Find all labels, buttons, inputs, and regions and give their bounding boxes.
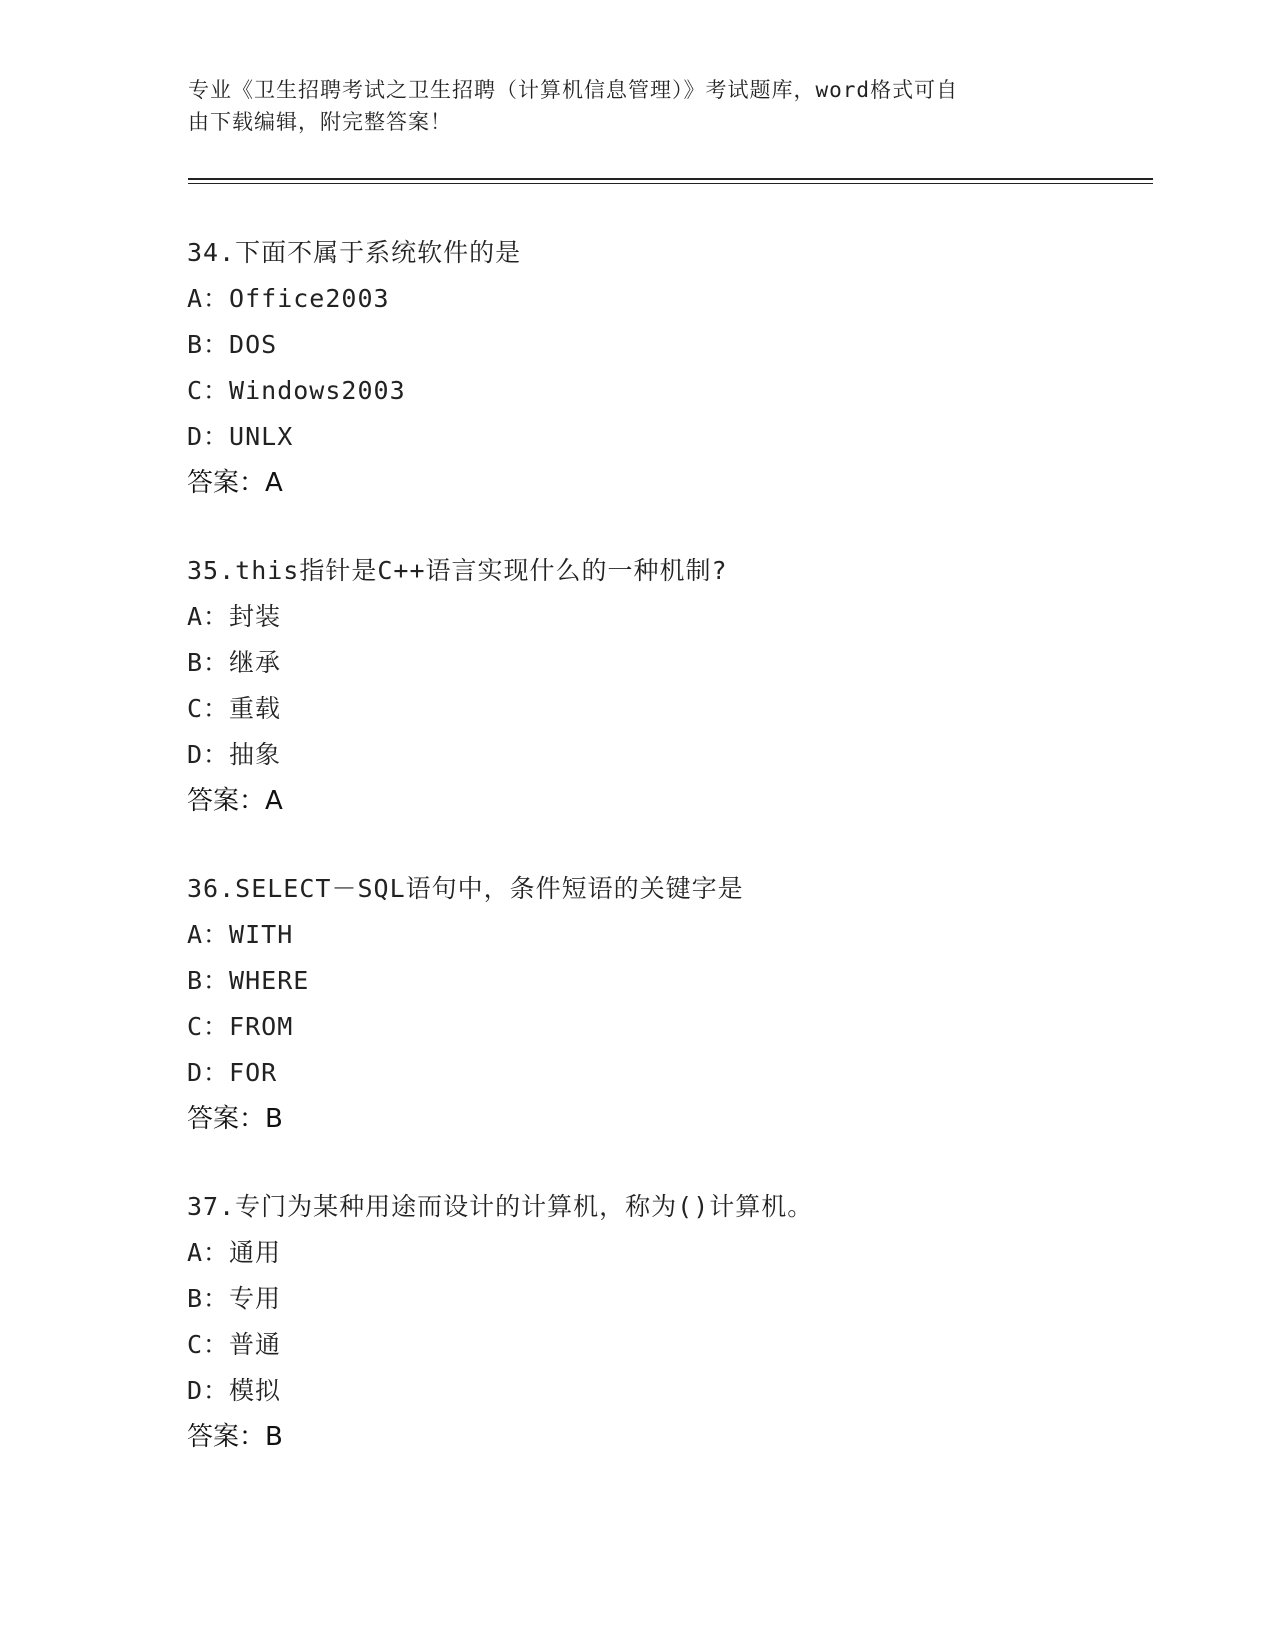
question-title: 34.下面不属于系统软件的是 xyxy=(187,238,522,267)
question-title: 37.专门为某种用途而设计的计算机，称为()计算机。 xyxy=(187,1192,814,1221)
header-line-2: 由下载编辑，附完整答案！ xyxy=(188,110,452,134)
header-divider-thick xyxy=(188,178,1153,180)
option-a: A：封装 xyxy=(187,602,282,631)
answer: 答案：B xyxy=(187,1104,283,1134)
question-36 xyxy=(187,874,1167,1150)
question-title: 36.SELECT－SQL语句中，条件短语的关键字是 xyxy=(187,874,744,903)
option-b: B：WHERE xyxy=(187,966,310,995)
option-c: C：重载 xyxy=(187,694,282,723)
answer: 答案：B xyxy=(187,1422,283,1452)
document-header xyxy=(188,74,1088,138)
option-d: D：UNLX xyxy=(187,422,294,451)
option-d: D：模拟 xyxy=(187,1376,282,1405)
option-c: C：Windows2003 xyxy=(187,376,406,405)
option-c: C：普通 xyxy=(187,1330,282,1359)
option-a: A：WITH xyxy=(187,920,294,949)
option-b: B：专用 xyxy=(187,1284,282,1313)
option-b: B：DOS xyxy=(187,330,278,359)
question-34 xyxy=(187,238,1167,514)
header-divider-thin xyxy=(188,183,1153,184)
option-d: D：FOR xyxy=(187,1058,278,1087)
question-35 xyxy=(187,556,1167,832)
option-d: D：抽象 xyxy=(187,740,282,769)
question-37 xyxy=(187,1192,1167,1468)
question-title: 35.this指针是C++语言实现什么的一种机制? xyxy=(187,556,728,585)
option-b: B：继承 xyxy=(187,648,282,677)
option-a: A：通用 xyxy=(187,1238,282,1267)
option-a: A：Office2003 xyxy=(187,284,390,313)
answer: 答案：A xyxy=(187,468,283,498)
header-line-1: 专业《卫生招聘考试之卫生招聘（计算机信息管理）》考试题库，word格式可自 xyxy=(188,78,959,102)
option-c: C：FROM xyxy=(187,1012,294,1041)
answer: 答案：A xyxy=(187,786,283,816)
